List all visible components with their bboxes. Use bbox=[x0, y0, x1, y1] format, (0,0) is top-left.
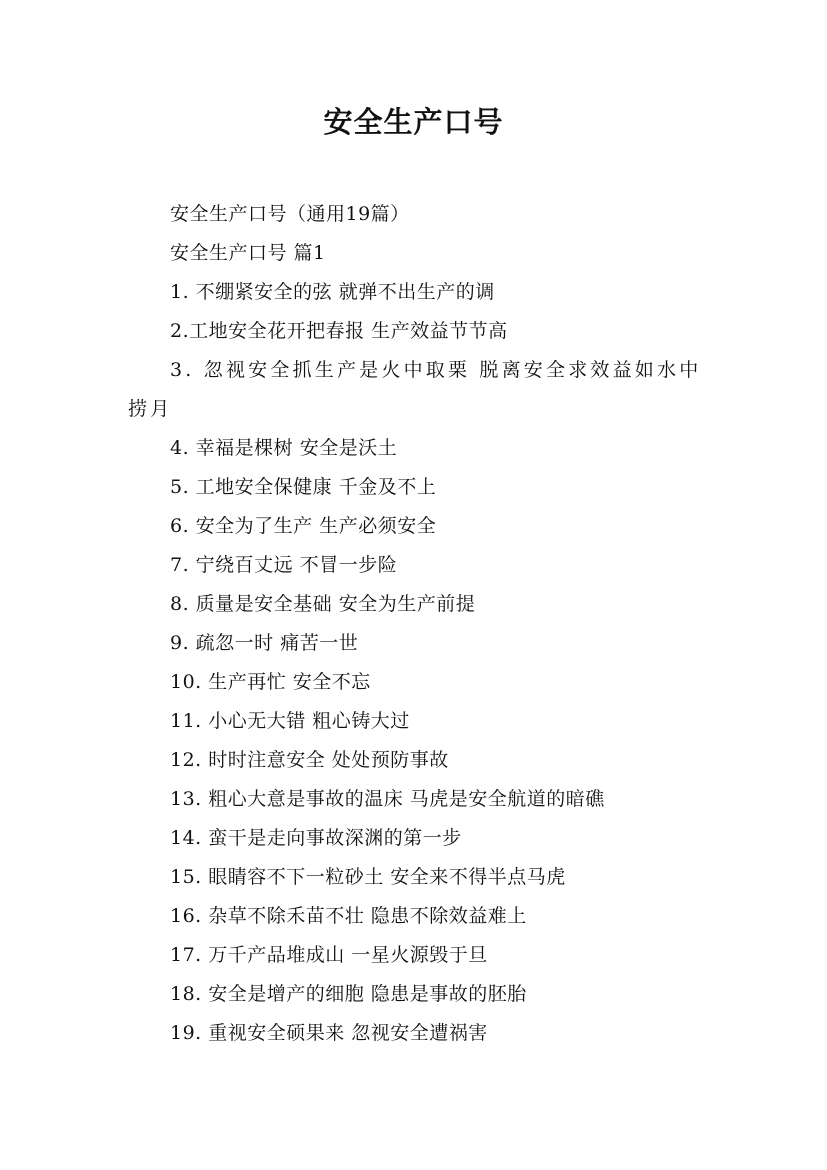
document-body bbox=[128, 195, 708, 1053]
list-item-text: 3. 忽视安全抓生产是火中取栗 脱离安全求效益如水中捞月 bbox=[128, 359, 702, 420]
list-item: 18. 安全是增产的细胞 隐患是事故的胚胎 bbox=[170, 983, 527, 1005]
list-item: 11. 小心无大错 粗心铸大过 bbox=[170, 710, 410, 732]
list-item: 14. 蛮干是走向事故深渊的第一步 bbox=[170, 827, 462, 849]
list-item: 15. 眼睛容不下一粒砂土 安全来不得半点马虎 bbox=[170, 866, 566, 888]
list-item: 9. 疏忽一时 痛苦一世 bbox=[170, 632, 359, 654]
list-item: 6. 安全为了生产 生产必须安全 bbox=[170, 515, 437, 537]
list-item: 1. 不绷紧安全的弦 就弹不出生产的调 bbox=[170, 281, 495, 303]
list-item: 13. 粗心大意是事故的温床 马虎是安全航道的暗礁 bbox=[170, 788, 605, 810]
section-heading: 安全生产口号 篇1 bbox=[170, 242, 326, 264]
list-item: 7. 宁绕百丈远 不冒一步险 bbox=[170, 554, 398, 576]
list-item: 12. 时时注意安全 处处预防事故 bbox=[170, 749, 449, 771]
list-item bbox=[128, 351, 708, 429]
list-item: 4. 幸福是棵树 安全是沃土 bbox=[170, 437, 398, 459]
list-item: 8. 质量是安全基础 安全为生产前提 bbox=[170, 593, 476, 615]
list-item: 16. 杂草不除禾苗不壮 隐患不除效益难上 bbox=[170, 905, 527, 927]
list-item: 17. 万千产品堆成山 一星火源毁于旦 bbox=[170, 944, 488, 966]
list-item: 19. 重视安全硕果来 忽视安全遭祸害 bbox=[170, 1022, 488, 1044]
intro-line: 安全生产口号（通用19篇） bbox=[170, 203, 410, 225]
page-title: 安全生产口号 bbox=[323, 105, 504, 139]
list-item: 10. 生产再忙 安全不忘 bbox=[170, 671, 371, 693]
list-item: 5. 工地安全保健康 千金及不上 bbox=[170, 476, 437, 498]
list-item: 2.工地安全花开把春报 生产效益节节高 bbox=[170, 320, 508, 342]
